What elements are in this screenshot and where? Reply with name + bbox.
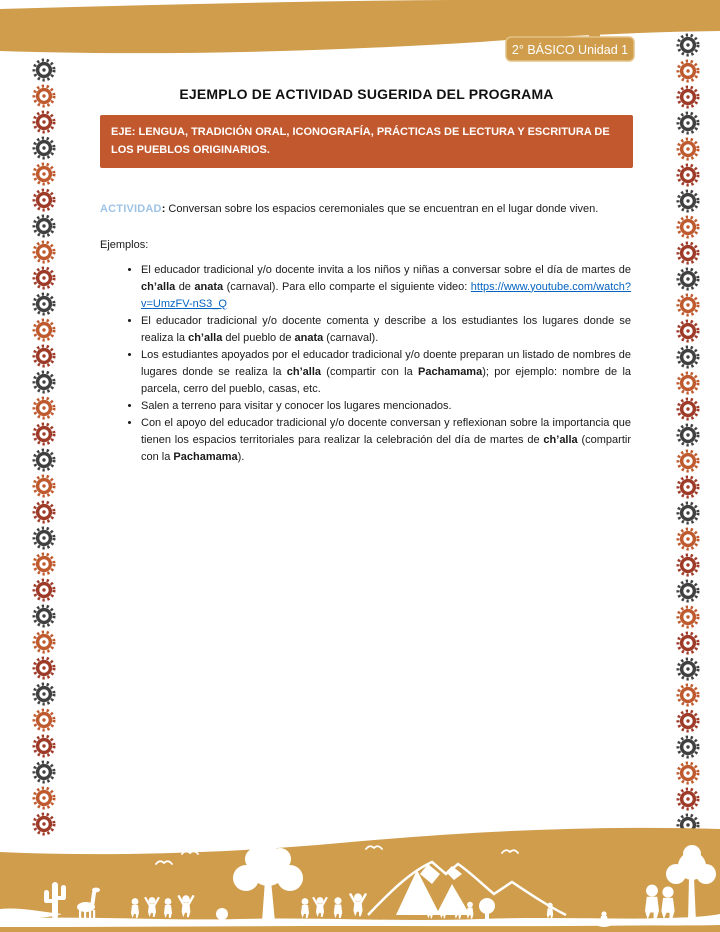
activity-text: Conversan sobre los espacios ceremoniales que se encuentran en el lugar donde viven. [165,203,599,216]
page-title: EJEMPLO DE ACTIVIDAD SUGERIDA DEL PROGRAMA [179,86,554,102]
text-run: ). [237,451,245,464]
bold-term: ch’alla [543,434,578,447]
rosette-motif [34,476,54,496]
text-run: Los estudiantes apoyados por el educador tradicional y/o doente preparan un listado de nombres de lugares donde se realiza la [141,348,631,378]
left-border-rosettes [31,57,57,842]
bold-term: ch’alla [141,280,176,293]
rosette-motif [678,633,698,653]
rosette-motif [678,295,698,315]
rosette-motif [678,789,698,809]
text-run: ); por ejemplo: nombre de la parcela, cerro del pueblo, casas, etc. [141,365,631,396]
rosette-motif [678,607,698,627]
text-run: Con el apoyo del educador tradicional y/o docente conversan y reflexionan sobre la importancia que tienen los espacios territoriales para realizar la celebración del día de martes de [141,417,631,447]
rosette-motif [34,372,54,392]
examples-bullet-list [100,262,633,467]
text-run: del pueblo de [222,331,295,344]
rosette-motif [34,164,54,184]
rosette-motif [678,243,698,263]
rosette-motif [34,736,54,756]
rosette-motif [34,788,54,808]
text-run: (compartir con la [321,365,418,378]
rosette-motif [34,658,54,678]
rosette-motif [678,165,698,185]
rosette-motif [34,580,54,600]
bold-term: anata [194,280,224,293]
rosette-motif [678,217,698,237]
rosette-motif [678,737,698,757]
rosette-motif [34,502,54,522]
rosette-motif [678,87,698,107]
rosette-motif [34,112,54,132]
text-run: El educador tradicional y/o docente comenta y describe a los estudiantes los lugares donde se realiza la [141,314,631,344]
rosette-motif [678,425,698,445]
rosette-motif [678,529,698,549]
rosette-motif [34,138,54,158]
rosette-motif [678,321,698,341]
rosette-motif [678,581,698,601]
list-item [141,347,633,398]
rosette-motif [34,86,54,106]
rosette-motif [34,190,54,210]
text-run: (compartir con la [141,434,631,464]
rosette-motif [34,632,54,652]
rosette-motif [34,60,54,80]
rosette-motif [34,554,54,574]
rosette-motif [678,347,698,367]
rosette-motif [678,659,698,679]
text-run: El educador tradicional y/o docente invita a los niños y niñas a conversar sobre el día de martes de [141,263,631,276]
eje-banner: EJE: LENGUA, TRADICIÓN ORAL, ICONOGRAFÍA, PRÁCTICAS DE LECTURA Y ESCRITURA DE LOS PUEBLOS ORIGINARIOS. [100,115,633,168]
rosette-motif [678,685,698,705]
right-border-rosettes [675,32,701,843]
examples-label: Ejemplos: [100,238,149,251]
rosette-motif [34,242,54,262]
document-body [100,86,633,466]
rosette-motif [678,61,698,81]
rosette-motif [34,710,54,730]
rosette-motif [678,763,698,783]
rosette-motif [34,216,54,236]
rosette-motif [34,424,54,444]
rosette-motif [34,606,54,626]
rosette-motif [678,139,698,159]
list-item [141,313,633,347]
rosette-motif [34,762,54,782]
footer-wave-shape [0,828,720,932]
footer-landscape-illustration [0,822,720,932]
text-run: Salen a terreno para visitar y conocer los lugares mencionados. [141,400,452,413]
rosette-motif [34,346,54,366]
list-item [141,415,633,466]
rosette-motif [678,191,698,211]
rosette-motif [678,35,698,55]
activity-label: ACTIVIDAD [100,203,162,216]
rosette-motif [678,113,698,133]
rosette-motif [678,269,698,289]
bold-term: Pachamama [173,451,238,464]
youtube-link[interactable]: https://www.youtube.com/watch?v=UmzFV-nS3_Q [141,280,631,310]
rosette-motif [678,451,698,471]
list-item [141,262,633,313]
activity-line [100,201,633,218]
rosette-motif [34,450,54,470]
activity-colon: : [161,203,166,216]
header-banner [0,0,720,66]
text-run: (carnaval). Para ello comparte el siguiente video: [223,280,471,293]
rosette-motif [34,684,54,704]
rosette-motif [34,294,54,314]
rosette-motif [678,399,698,419]
rosette-motif [678,555,698,575]
rosette-motif [678,711,698,731]
text-run: (carnaval). [323,331,379,344]
unit-badge-label: 2° BÁSICO Unidad 1 [511,43,629,57]
rosette-motif [678,503,698,523]
bold-term: ch’alla [188,331,223,344]
rosette-motif [678,477,698,497]
rosette-motif [34,268,54,288]
rosette-motif [678,373,698,393]
bold-term: ch’alla [286,365,321,378]
rosette-motif [34,398,54,418]
rosette-motif [34,528,54,548]
list-item [141,398,633,415]
bold-term: Pachamama [418,365,483,378]
rosette-motif [34,320,54,340]
text-run: de [175,280,195,293]
bold-term: anata [294,331,324,344]
